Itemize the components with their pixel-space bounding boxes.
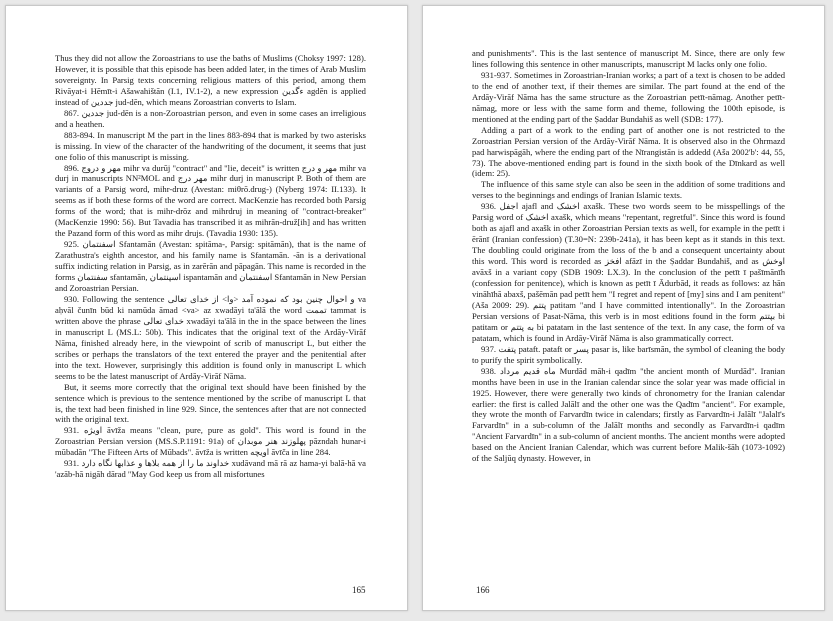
page-number: 165 <box>352 585 366 595</box>
paragraph: The influence of this same style can also be seen in the addition of some traditions and verses to the beginnings and endings of Iranian Islamic texts. <box>472 179 785 201</box>
page-number: 166 <box>476 585 490 595</box>
paragraph: 930. Following the sentence ‏و احوال چنین بود که نموده آمد <وا> از خدای تعالی‏ va aḥvāl čunīn būd ki namūda āmad <va> az xwadāyi ta'ālā the word ‏تممت‏ tammat is written above the phrase ‏خدای تعالی‏ xwadāyi ta'ālā in the in the space between the lines in manuscript L (MS.L: 50b). This indicates that the original text of the Ardāy-Virāf Nāma, finished already here, in the viewpoint of scrib of manuscript L, but either the scribes or perhaps the translators of the text entered the prayer and the penitential after into the text. However, surprisingly this addition is found only in manuscript L which seems to be the latest manuscript of Ardāy-Virāf Nāma. <box>55 293 366 381</box>
right-page <box>422 5 825 611</box>
paragraph: 896. ‏مهر و دروج‏ mihr va durūj "contract" and "lie, deceit" is written ‏مهر و درج‏ mihr va durj in manuscripts NN²MOL and ‏مهر درج‏ mihr durj in manuscript P. Both of them are variants of a Parsig word, mihr-druz (Avestan: miθrō.drug-) (Nyberg 1974: II.133). It seems as if both these forms of the word are correct. MacKenzie has recorded both Parsig forms of the word; that is mihr-drōz and mihrdruj in meaning of "contract-breaker" (MacKenzie 1990: 56). But Tavadia has transcribed it as mihrān-druž[ih] and has written the Pazand form of this word as mihr drujs. (Tavadia 1930: 135). <box>55 162 367 239</box>
paragraph: 931. ‏خداوند ما را از همه بلاها و عذابها نگاه دارد‏ xudāvand mā rā az hama-yi balā-hā va 'azāb-hā nigāh dārad "May God keep us from all misfortunes <box>55 458 366 480</box>
paragraph: 936. ‏اجفل‏ ajafl and ‏اخشک‏ axašk. These two words seem to be misspellings of the Parsig word of ‏اخشک‏ axašk, which means "repentant, regretful". Since this word is found both as ajafl and axašk in other Zoroastrian Persian texts as well, for example in the petīt i ērānī (Iranian confession) (T.30=N: 239b-241a), it has been kept as it stands in this text. The doubling could originate from the loss of the b and a consequent uncertainty about this word. This word is recorded as ‏افخز‏ afāzī in the Ṣaddar Bundahiš, and as ‏اوخش‏ avāxš in a variant copy (SDB 1909: LX.3). In the conclusion of the petīt ī pašīmānīh (confession for penitence), which is known as petīt ī Ādurbād, it reads as follows: az hān vināhīhā abaxš, pašēmān pad petīt hem "I regret and repent of [my] sins and I am penitent" (Aša 2009: 29). ‏پتتم‏ patitam "and I have committed intentionally". In the Zoroastrian Persian versions of Pasat-Nāma, this verb is in most editions found in the form ‏بپتتم‏ bi patitam or ‏به پتتم‏ bi patatam in the last sentence of the text. In any case, the form of va patatam, which is found in Ardāy-Virāf Nāma is also grammatically correct. <box>472 201 786 343</box>
paragraph: Adding a part of a work to the ending part of another one is not restricted to the Zoroastrian Persian version of the Ardāy-Virāf Nāma. It is observed also in the Ohrmazd pad harwispāgāh, where the ending part of the Nīrangistān is addedd (Aša 2002'b': 44, 55, 73). The above-mentioned ending part is found in the sixth book of the Dīnkard as well (idem: 25). <box>472 124 785 179</box>
paragraph: 883-894. In manuscript M the part in the lines 883-894 that is marked by two asterisks is missing. In view of the character of the handwriting of the document, it seems that just one folio of this manuscript is missing. <box>55 129 366 162</box>
left-page <box>5 5 408 611</box>
paragraph: But, it seems more correctly that the original text should have been finished by the sentence which is previous to the sentence mentioned by the scribe of manuscript L that is, the text had been finished in line 929. Since, the sentences after that are not connected with the original text. <box>55 381 366 425</box>
paragraph: 931-937. Sometimes in Zoroastrian-Iranian works; a part of a text is chosen to be added to the end of another text, if their themes are similar. The part found at the end of the Ardāy-Virāf Nāma has the same structure as the Zoroastrian petīt-nāmag. Another petīt-nāmag, more or less with the same form and theme, following the 100th episode, is mentioned at the ending part of the Ṣaddar Bundahiš as well (SDB: 177). <box>472 69 785 124</box>
left-page-body <box>55 53 366 480</box>
paragraph: 938. ‏ماه قدیم مرداد‏ Murdād māh-i qadīm "the ancient month of Murdād". Iranian months have been in use in the Iranian calendar since the solar year was made official in 1925. However, there were generally two kinds of chronometry for the Iranian calendar earlier: the first is called Jalālī and the other one was the Qadīm "ancient". For example, they wrote the month of Farvardīn twice in calendars; firstly as Farvardīn-i Jalālī "Jalalī's Farvardīn" in a sub-column of the Jalālī months and secondly as Farvardīn-i qadīm "Ancient Farvardīn" in a sub-column of ancient months. The ancient months were adopted based on the Ancient Iranian Calendar, which was current before Malik-šāh (1073-1092) of the Saljūq dynasty. However, in <box>472 365 786 464</box>
right-page-body <box>472 48 785 464</box>
paragraph: 925. ‏اسفنتمان‏ Sfantamān (Avestan: spitāma-, Parsig: spitāmān), that is the name of Zarathustra's eighth ancestor, and his family name is Sfantamān. -ān is a derivational suffix indicting relation in Parsig, as in zarērān and pāpagān. This name is recorded in the forms ‏سفنتمان‏ sfantamān, ‏اسپنتمان‏ ispantamān and ‏اسفنتمان‏ Sfantamān in New Persian and Zoroastrian Persian. <box>55 239 366 294</box>
paragraph: 867. ‏جددین‏ jud-dēn is a non-Zoroastrian person, and even in some cases an irreligious and a heathen. <box>55 107 366 129</box>
paragraph: 931. ‏اویژه‏ āvīža means "clean, pure, pure as gold". This word is found in the Zoroastrian Persian version (MS.S.P.1191: 91a) of ‏پهلوزند هنر موبدان‏ pāzndah hunar-i mūbadān "The Fifteen Arts of Mūbads". āvīža is written ‏اویچه‏ āvīča in line 284. <box>55 425 367 458</box>
paragraph: Thus they did not allow the Zoroastrians to use the baths of Muslims (Choksy 1997: 128). However, it is possible that this episode has been added later, in the times of Arab Muslim sovereignty. In Parsig texts concerning religious matters of this period, among them Rivāyat-i Hēmīt-i Ašawahištān (I.1, IV.1-2), a new expression ‏ءگدین‏ agdēn is applied instead of ‏جددین‏ jud-dēn, which means Zoroastrian converts to Islam. <box>55 53 366 107</box>
paragraph: and punishments". This is the last sentence of manuscript M. Since, there are only few lines following this sentence in other manuscripts, manuscript M lacks only one folio. <box>472 48 785 69</box>
paragraph: 937. ‏پتفت‏ pataft. pataft or ‏پسر‏ pasar is, like barīsmān, the symbol of cleaning the body to purify the spirit symbolically. <box>472 343 786 365</box>
